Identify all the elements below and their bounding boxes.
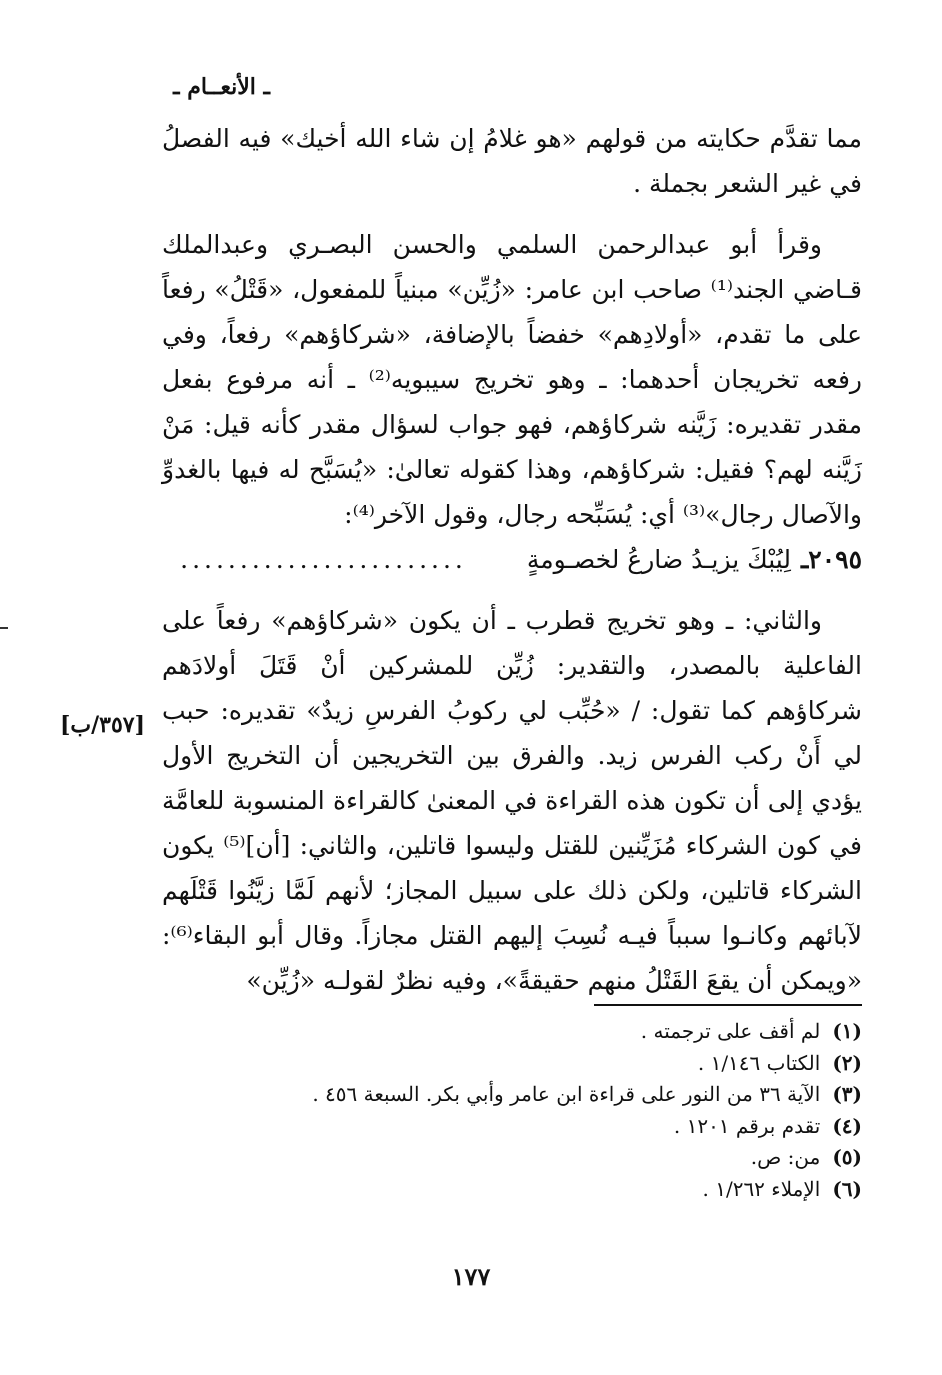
footnote-number: (١) (832, 1019, 862, 1043)
paragraph-3: والثاني: ـ وهو تخريج قطرب ـ أن يكون «شركاؤهم» رفعاً على الفاعلية بالمصدر، والتقدير: زُيِّن للمشركين أنْ قَتَلَ أولادَهم شركاؤهم كما تقول: / «حُبِّب لي ركوبُ الفرسِ زيدٌ» تقديره: حبب لي أَنْ ركب الفرس زيد. والفرق بين التخريجين أن التخريج الأول يؤدي إلى أن تكون هذه القراءة في المعنىٰ كالقراءة المنسوبة للعامَّة في كون الشركاء مُزَيِّنين للقتل وليسوا قاتلين، والثاني: [أن]⁽⁵⁾ يكون الشركاء قاتلين، ولكن ذلك على سبيل المجاز؛ لأنهم لَمَّا زيَّنُوا قَتْلَهم لآبائهم وكانـوا سبباً فيـه نُسِبَ إليهم القتل مجازاً. وقال أبو البقاء⁽⁶⁾: «ويمكن أن يقعَ القَتْلُ منهم حقيقةً»، وفيه نظرٌ لقولـه «زُيِّن» (162, 606, 862, 995)
manuscript-folio-reference: [٣٥٧/ب] (60, 712, 146, 738)
verse-ellipsis: ........................ (180, 545, 467, 574)
footnote (162, 1048, 862, 1080)
footnote-number: (٣) (832, 1082, 862, 1106)
footnote-text: الآية ٣٦ من النور على قراءة ابن عامر وأبي بكر. السبعة ٤٥٦ . (312, 1082, 821, 1106)
verse-text: لِيُبْكَ يزيـدُ ضارعُ لخصـومةٍ (526, 545, 791, 574)
footnote-divider (594, 1004, 862, 1006)
main-text (162, 116, 862, 1003)
footnote (162, 1111, 862, 1143)
footnote-text: الكتاب ١/١٤٦ . (697, 1050, 821, 1075)
paragraph-2: وقرأ أبو عبدالرحمن السلمي والحسن البصـري وعبدالملك قـاضي الجند⁽¹⁾ صاحب ابن عامر: «زُيِّن» مبنياً للمفعول، «قَتْلُ» رفعاً على ما تقدم، «أولادِهم» خفضاً بالإضافة، «شركاؤهم» رفعاً، وفي رفعه تخريجان أحدهما: ـ وهو تخريج سيبويه⁽²⁾ ـ أنه مرفوع بفعل مقدر تقديره: زَيَّنه شركاؤهم، فهو جواب لسؤال مقدر كأنه قيل: مَنْ زَيَّنه لهم؟ فقيل: شركاؤهم، وهذا كقوله تعالىٰ: «يُسَبَّح له فيها بالغدوِّ والآصال رجال»⁽³⁾ أي: يُسَبِّحه رجال، وقول الآخر⁽⁴⁾: (162, 230, 863, 529)
running-header: ـ الأنعــام ـ (173, 74, 270, 100)
footnote-number: (٤) (832, 1113, 862, 1138)
footnote-number: (٢) (832, 1050, 862, 1075)
footnote-text: لم أقف على ترجمته . (640, 1019, 821, 1043)
footnote-text: الإملاء ١/٢٦٢ . (702, 1176, 821, 1201)
footnote (162, 1079, 862, 1111)
footnote-number: (٦) (832, 1176, 862, 1201)
footnote-text: تقدم برقم ١٢٠١ . (673, 1113, 821, 1138)
footnote (162, 1016, 862, 1048)
paragraph-1: مما تقدَّم حكايته من قولهم «هو غلامُ إن شاء الله أخيك» فيه الفصلُ في غير الشعر بجملة . (162, 124, 862, 198)
verse-line (162, 537, 862, 582)
footnote-number: (٥) (832, 1145, 862, 1169)
footnotes-list (162, 1016, 862, 1205)
footnote (162, 1142, 862, 1174)
footnote (162, 1174, 862, 1206)
edge-mark (0, 627, 8, 629)
verse-number: ٢٠٩٥ـ (800, 545, 862, 574)
footnote-text: من: ص. (750, 1145, 821, 1169)
page-number: ١٧٧ (451, 1262, 491, 1291)
